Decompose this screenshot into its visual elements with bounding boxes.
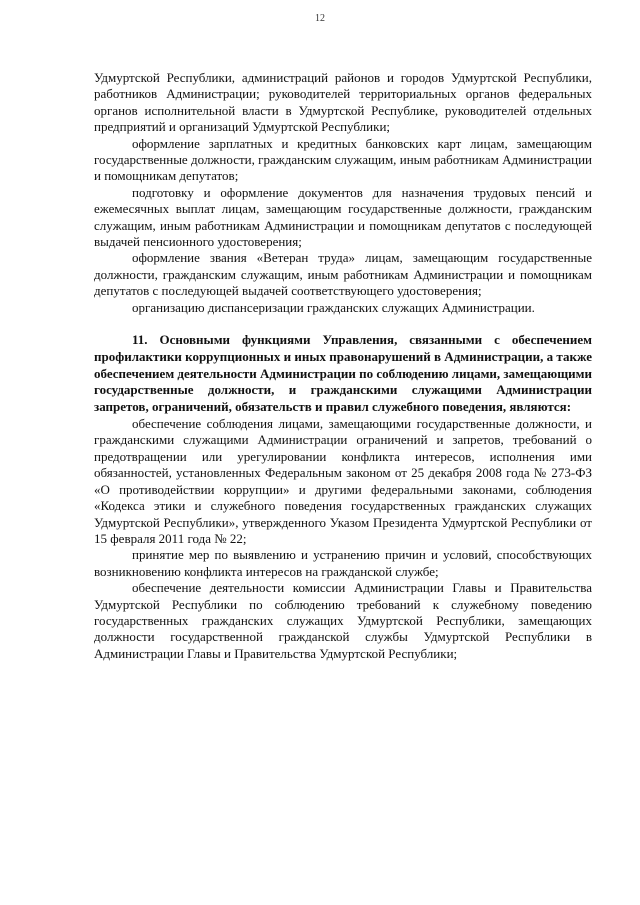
paragraph-bank-cards: оформление зарплатных и кредитных банковских карт лицам, замещающим государственные должности, гражданским служащим, иным работникам Администрации и помощникам депутатов; [94, 135, 592, 184]
paragraph-compliance: обеспечение соблюдения лицами, замещающими государственные должности, и гражданскими служащими Администрации ограничений и запретов, требований о предотвращении или урегулировании конфликта интересов, исполнения ими обязанностей, установленных Федеральным законом от 25 декабря 2008 года № 273-ФЗ «О противодействии коррупции» и другими федеральными законами, соблюдения «Кодекса этики и служебного поведения государственных гражданских служащих Удмуртской Республики», утвержденного Указом Президента Удмуртской Республики от 15 февраля 2011 года № 22; [94, 416, 592, 546]
page-number: 12 [315, 13, 325, 24]
paragraph-continuation: Удмуртской Республики, администраций районов и городов Удмуртской Республики, работников Администрации; руководителей территориальных органов федеральных органов исполнительной власти в Удмуртской Республике, руководителей отдельных предприятий и организаций Удмуртской Республики; [94, 70, 592, 135]
paragraph-conflict-of-interest: принятие мер по выявлению и устранению причин и условий, способствующих возникновению конфликта интересов на гражданской службе; [94, 547, 592, 579]
paragraph-veteran-title: оформление звания «Ветеран труда» лицам, замещающим государственные должности, гражданским служащим, иным работникам Администрации и помощникам депутатов с последующей выдачей соответствующего удостоверения; [94, 250, 592, 299]
document-body [94, 70, 592, 662]
paragraph-commission: обеспечение деятельности комиссии Администрации Главы и Правительства Удмуртской Республики по соблюдению требований к служебному поведению государственных гражданских служащих Удмуртской Республики, замещающих должности государственной гражданской службы Удмуртской Республики в Администрации Главы и Правительства Удмуртской Республики; [94, 580, 592, 661]
section-heading: 11. Основными функциями Управления, связанными с обеспечением профилактики коррупционных и иных правонарушений в Администрации, а также обеспечением деятельности Администрации по соблюдению лицами, замещающими государственные должности, и гражданскими служащими Администрации запретов, ограничений, обязательств и правил служебного поведения, являются: [94, 332, 592, 415]
paragraph-pensions: подготовку и оформление документов для назначения трудовых пенсий и ежемесячных выплат лицам, замещающим государственные должности, гражданским служащим, иным работникам Администрации и помощникам депутатов с последующей выдачей пенсионного удостоверения; [94, 184, 592, 250]
paragraph-medical-exam: организацию диспансеризации гражданских служащих Администрации. [132, 299, 535, 315]
